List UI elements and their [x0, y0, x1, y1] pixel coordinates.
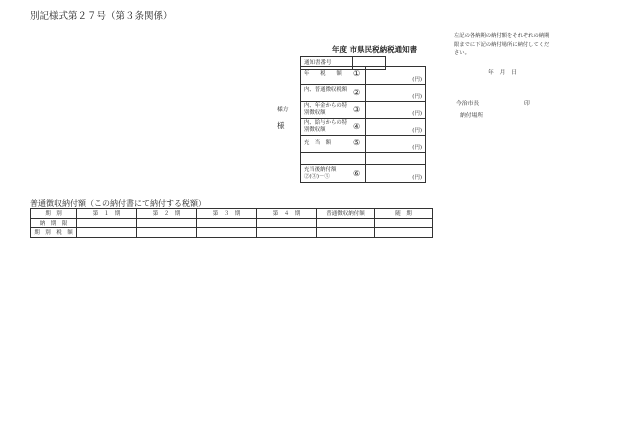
yen-unit: (円): [412, 94, 422, 100]
item-name: 充 当 額: [304, 140, 331, 146]
column-header: 第 ３ 期: [197, 209, 257, 219]
mayor-name: 今治市長: [456, 101, 480, 107]
issue-date: 年 月 日: [488, 70, 517, 76]
table-header-row: [31, 209, 433, 219]
regular-collection-table: [30, 208, 433, 238]
column-header: 随 期: [375, 209, 433, 219]
table-cell[interactable]: [137, 218, 197, 228]
item-number: ③: [353, 105, 361, 114]
item-number: ①: [353, 69, 361, 78]
item-row-net-payment: [301, 164, 425, 182]
item-name: 年 税 額: [304, 71, 342, 77]
item-number: ②: [353, 88, 361, 97]
item-amount[interactable]: [365, 67, 425, 84]
table-cell[interactable]: [197, 218, 257, 228]
item-name: 充当後納付額 ②(③)－⑤: [304, 167, 337, 180]
yen-unit: (円): [412, 77, 422, 83]
addressee-honorific: 様: [277, 121, 285, 130]
table-cell[interactable]: [77, 218, 137, 228]
notice-title: 年度 市県民税納税通知書: [332, 45, 418, 54]
item-row-annual-tax: [301, 67, 425, 84]
item-row-allocation: [301, 135, 425, 152]
row-label: 納 期 限: [31, 218, 77, 228]
column-header: 第 ４ 期: [257, 209, 317, 219]
table-cell[interactable]: [257, 228, 317, 238]
table-cell[interactable]: [317, 228, 375, 238]
item-row-blank: [301, 152, 425, 164]
table-cell[interactable]: [375, 218, 433, 228]
table-row: [31, 228, 433, 238]
item-name: 内、普通徴収税額: [304, 87, 348, 93]
column-header: 第 １ 期: [77, 209, 137, 219]
column-header: 期 別: [31, 209, 77, 219]
payment-place: 納付場所: [460, 113, 484, 119]
seal-mark: 印: [524, 101, 530, 107]
item-amount[interactable]: [365, 136, 425, 152]
column-header: 普通徴収納付額: [317, 209, 375, 219]
item-row-salary-special: [301, 118, 425, 135]
table-cell[interactable]: [317, 218, 375, 228]
item-amount[interactable]: [365, 119, 425, 135]
item-name: 内、年金からの特別徴収額: [304, 103, 348, 116]
table-cell[interactable]: [197, 228, 257, 238]
table-cell[interactable]: [375, 228, 433, 238]
table-cell[interactable]: [77, 228, 137, 238]
yen-unit: (円): [412, 111, 422, 117]
regular-collection-title: 普通徴収納付額（この納付書にて納付する税額）: [30, 199, 206, 208]
item-number: ④: [353, 122, 361, 131]
yen-unit: (円): [412, 128, 422, 134]
item-amount[interactable]: [365, 102, 425, 118]
item-row-regular-collection: [301, 84, 425, 101]
item-row-pension-special: [301, 101, 425, 118]
item-amount[interactable]: [365, 85, 425, 101]
yen-unit: (円): [412, 145, 422, 151]
item-amount[interactable]: [365, 153, 425, 164]
column-header: 第 ２ 期: [137, 209, 197, 219]
item-amount[interactable]: [365, 165, 425, 182]
addressee-care-of-label: 様方: [277, 107, 289, 113]
table-cell[interactable]: [257, 218, 317, 228]
item-name: 内、給与からの特別徴収額: [304, 120, 348, 133]
item-number: ⑤: [353, 138, 361, 147]
notice-number-label: 通知書番号: [304, 60, 332, 66]
table-row: [31, 218, 433, 228]
table-cell[interactable]: [137, 228, 197, 238]
row-label: 期 別 税 額: [31, 228, 77, 238]
tax-items-table: [300, 66, 426, 183]
payment-instruction: 左記の各納期の納付額をそれぞれの納期限までに下記の納付場所に納付してください。: [454, 33, 550, 56]
form-title: 別記様式第２７号（第３条関係）: [30, 11, 173, 22]
item-number: ⑥: [353, 169, 361, 178]
yen-unit: (円): [412, 175, 422, 181]
